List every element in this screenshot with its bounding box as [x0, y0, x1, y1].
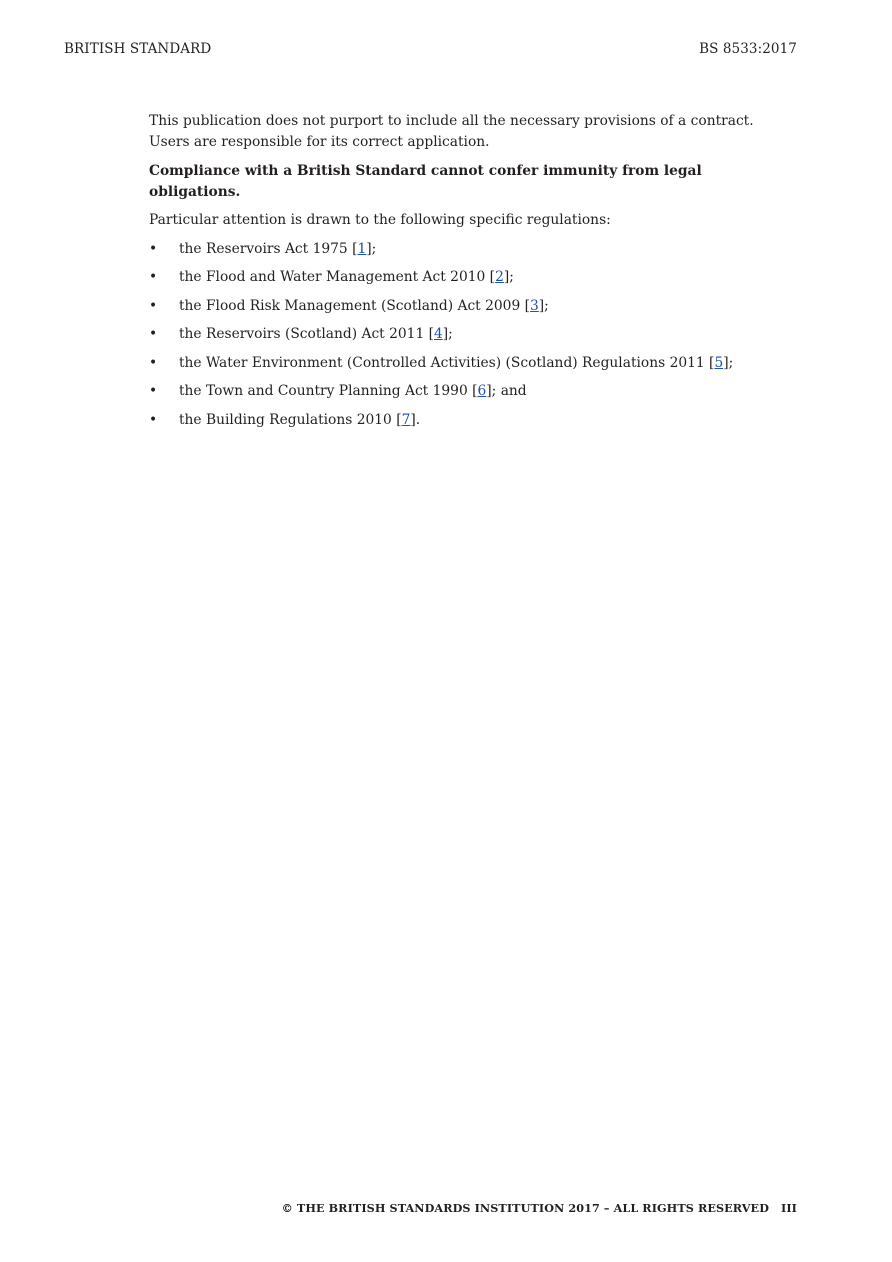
reference-link-5[interactable]: 5	[714, 354, 724, 371]
regulation-suffix: ];	[442, 326, 453, 342]
bullet-icon: •	[149, 383, 158, 399]
bullet-icon: •	[149, 354, 158, 371]
regulation-suffix: ].	[410, 411, 421, 428]
compliance-statement: Compliance with a British Standard cannot confer immunity from legal obligations.	[149, 162, 702, 200]
bullet-icon: •	[149, 326, 158, 342]
regulation-suffix: ]; and	[486, 383, 527, 399]
contract-provisions-paragraph: This publication does not purport to include all the necessary provisions of a contract. Users are responsible for its correct application.	[149, 113, 754, 150]
running-footer	[282, 1201, 797, 1215]
header-standard-label: BRITISH STANDARD	[64, 41, 212, 57]
regulations-intro: Particular attention is drawn to the following specific regulations:	[149, 212, 611, 228]
bullet-icon: •	[149, 240, 158, 257]
regulation-suffix: ];	[538, 297, 549, 314]
page-number: III	[781, 1201, 797, 1215]
bullet-icon: •	[149, 269, 158, 285]
reference-link-7[interactable]: 7	[401, 411, 411, 428]
header-document-number: BS 8533:2017	[699, 41, 797, 57]
list-item	[149, 324, 797, 345]
regulation-suffix: ];	[503, 269, 514, 285]
list-item	[149, 410, 797, 431]
copyright-notice: © THE BRITISH STANDARDS INSTITUTION 2017 – ALL RIGHTS RESERVED	[281, 1201, 769, 1215]
regulation-text: the Reservoirs Act 1975 [	[179, 240, 358, 257]
list-item	[149, 267, 797, 288]
reference-link-6[interactable]: 6	[477, 383, 487, 399]
document-body	[149, 111, 797, 438]
bullet-icon: •	[149, 411, 158, 428]
regulation-text: the Town and Country Planning Act 1990 [	[179, 383, 478, 399]
regulation-text: the Building Regulations 2010 [	[179, 411, 402, 428]
reference-link-2[interactable]: 2	[495, 269, 504, 285]
reference-link-3[interactable]: 3	[530, 297, 539, 314]
running-header	[64, 41, 797, 57]
bullet-icon: •	[149, 297, 158, 314]
regulation-text: the Flood and Water Management Act 2010 [	[179, 269, 496, 285]
reference-link-1[interactable]: 1	[357, 240, 367, 257]
list-item	[149, 239, 797, 260]
regulation-suffix: ];	[723, 354, 734, 371]
regulation-text: the Water Environment (Controlled Activities) (Scotland) Regulations 2011 [	[179, 354, 715, 371]
regulation-suffix: ];	[366, 240, 377, 257]
reference-link-4[interactable]: 4	[434, 326, 443, 342]
list-item	[149, 353, 797, 374]
regulation-text: the Flood Risk Management (Scotland) Act 2009 [	[179, 297, 530, 314]
regulation-text: the Reservoirs (Scotland) Act 2011 [	[179, 326, 434, 342]
list-item	[149, 381, 797, 402]
regulations-list	[149, 239, 797, 431]
list-item	[149, 296, 797, 317]
